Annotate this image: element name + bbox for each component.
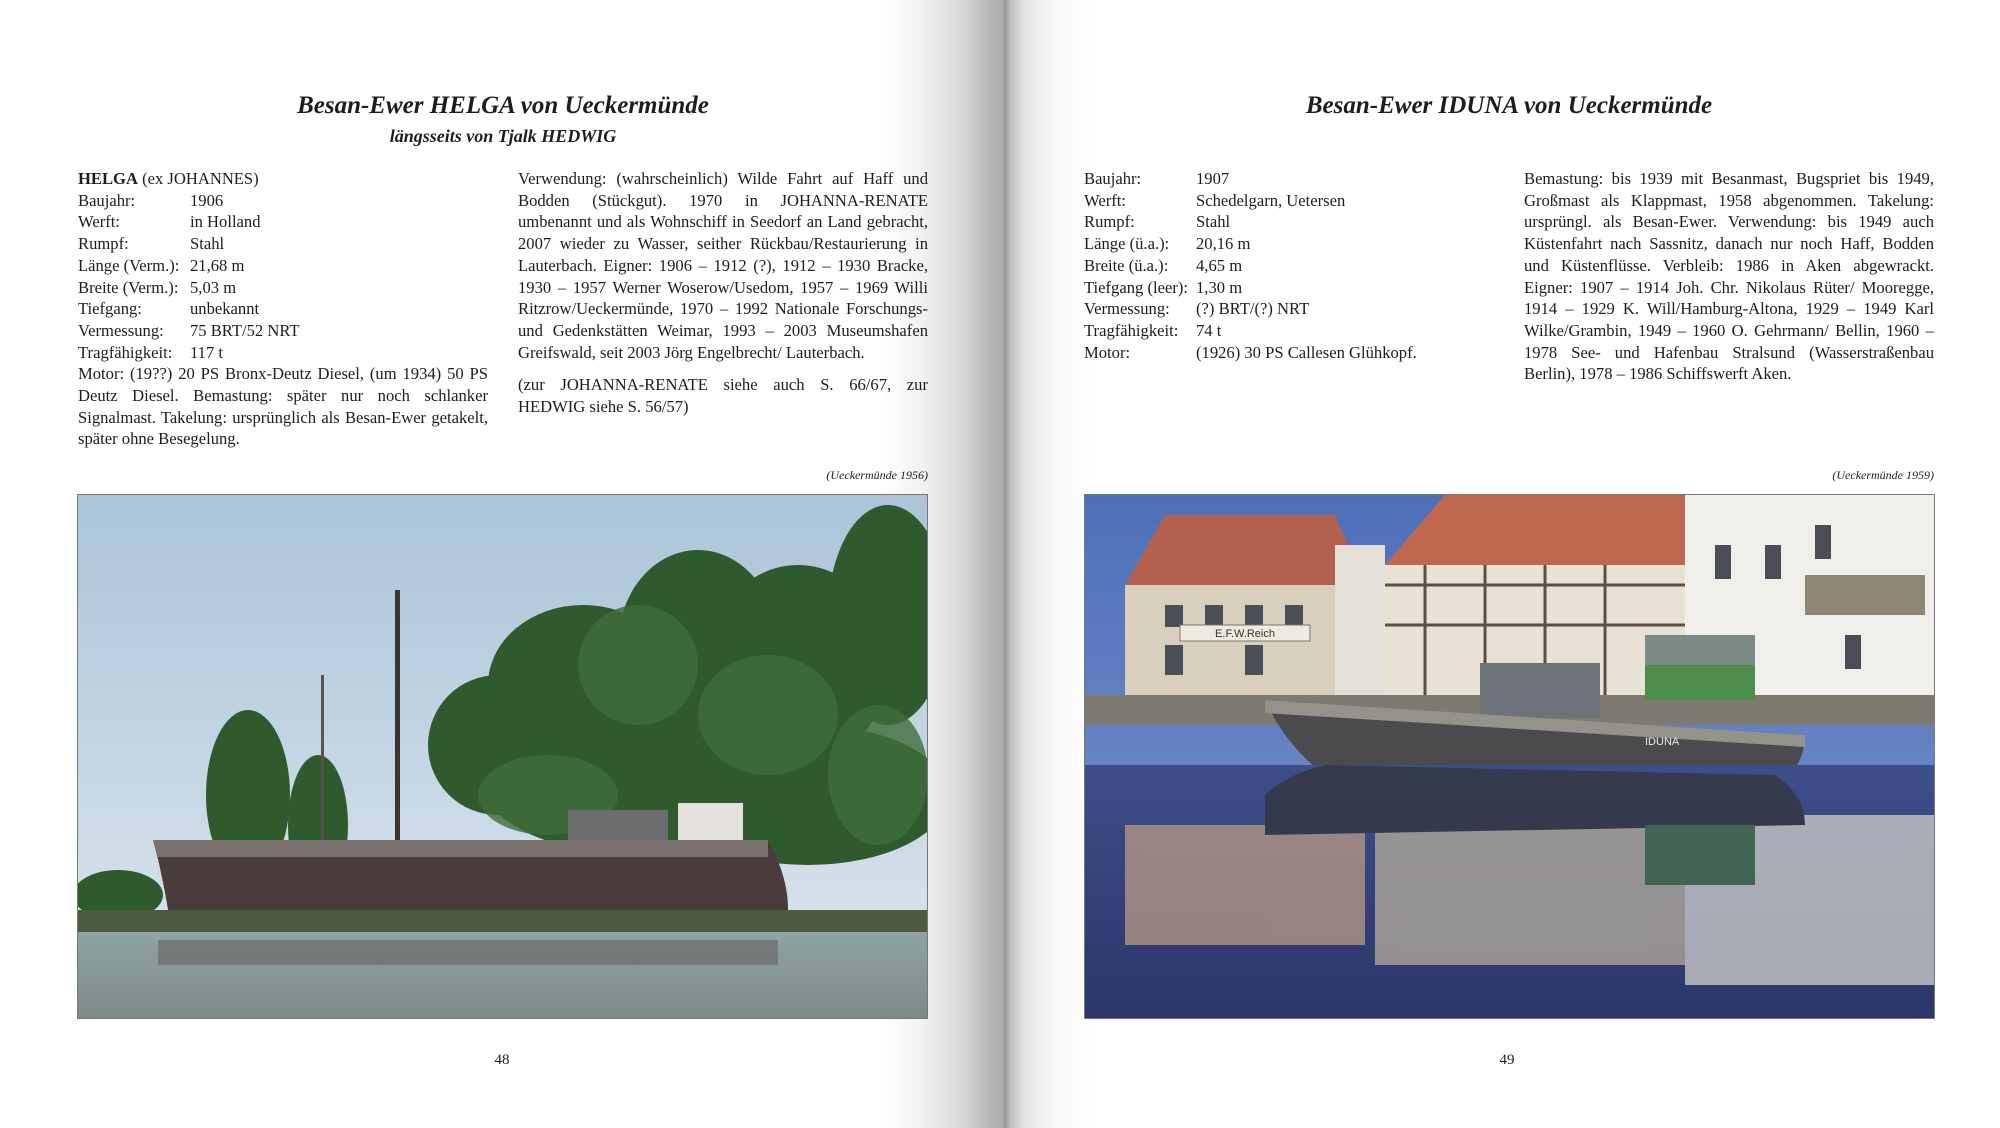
spec-row bbox=[78, 190, 488, 212]
spec-label: Tiefgang (leer): bbox=[1084, 277, 1188, 297]
spec-label: Motor: bbox=[1084, 342, 1131, 362]
cross-reference-note: (zur JOHANNA-RENATE siehe auch S. 66/67, zur HEDWIG siehe S. 56/57) bbox=[518, 375, 928, 417]
spec-value: in Holland bbox=[190, 212, 261, 232]
spec-rows bbox=[78, 190, 488, 364]
spec-value: Stahl bbox=[1196, 212, 1231, 232]
spec-label: Rumpf: bbox=[1084, 212, 1135, 232]
spec-value: 1907 bbox=[1196, 169, 1230, 188]
usage-paragraph: Verwendung: (wahrscheinlich) Wilde Fahrt auf Haff und Bodden (Stückgut). 1970 in JOHANNA-RENATE umbenannt und als Wohnschiff in Seedorf an Land gebracht, 2007 wieder zu Wasser, seither Rückbau/Restaurierung in Lauterbach. Eigner: 1906 – 1912 (?), 1912 – 1930 Bracke, 1930 – 1957 Werner Woserow/Usedom, 1957 – 1969 Willi Ritzrow/Ueckermünde, 1970 – 1992 Nationale Forschungs- und Gedenkstätten Weimar, 1993 – 2003 Museumshafen Greifswald, seit 2003 Jörg Engelbrecht/ Lauterbach. bbox=[518, 169, 928, 362]
spec-row bbox=[1084, 233, 1504, 255]
spec-label: Tiefgang: bbox=[78, 299, 142, 319]
spec-list bbox=[1084, 168, 1504, 363]
spec-value: (1926) 30 PS Callesen Glühkopf. bbox=[1196, 342, 1417, 362]
spec-label: Länge (Verm.): bbox=[78, 255, 180, 275]
spec-list bbox=[78, 168, 488, 450]
spec-row bbox=[78, 211, 488, 233]
spec-value: 4,65 m bbox=[1196, 255, 1243, 275]
history-paragraph: Bemastung: bis 1939 mit Besanmast, Bugspriet bis 1949, Großmast als Klappmast, 1958 abgenommen. Takelung: ursprüngl. als Besan-Ewer. Verwendung: bis 1949 auch Küstenfahrt nach Sassnitz, danach nur noch Haff, Bodden und Küstenflüsse. Verbleib: 1986 in Aken abgewrackt. Eigner: 1907 – 1914 Joh. Chr. Nikolaus Rüter/ Mooregge, 1914 – 1929 K. Will/Hamburg-Altona, 1929 – 1949 Karl Wilke/Grambin, 1949 – 1960 O. Gehrmann/ Bellin, 1960 – 1978 See- und Hafenbau Stralsund (Wasserstraßenbau Berlin), 1978 – 1986 Schiffswerft Aken. bbox=[1524, 169, 1934, 384]
spec-label: Breite (ü.a.): bbox=[1084, 255, 1169, 275]
spec-row bbox=[78, 342, 488, 364]
spec-label: Werft: bbox=[78, 212, 120, 232]
spec-label: Vermessung: bbox=[1084, 299, 1170, 319]
shop-sign-text: E.F.W.Reich bbox=[1215, 628, 1275, 640]
spec-row bbox=[1084, 211, 1504, 233]
spec-value: 1,30 m bbox=[1196, 277, 1243, 297]
photo-iduna bbox=[1084, 494, 1935, 1019]
page-title: Besan-Ewer IDUNA von Ueckermünde bbox=[1305, 92, 1713, 119]
page-number: 48 bbox=[494, 1052, 510, 1068]
motor-paragraph: Motor: (19??) 20 PS Bronx-Deutz Diesel, (um 1934) 50 PS Deutz Diesel. Bemastung: später nur noch schlanker Signalmast. Takelung: ursprünglich als Besan-Ewer getakelt, später ohne Besegelung. bbox=[78, 364, 488, 449]
spec-value: Schedelgarn, Uetersen bbox=[1196, 190, 1346, 210]
vessel-name-former: (ex JOHANNES) bbox=[137, 169, 259, 188]
spec-row bbox=[1084, 298, 1504, 320]
right-page bbox=[1004, 0, 2000, 1128]
spec-rows bbox=[1084, 168, 1504, 363]
spec-value: (?) BRT/(?) NRT bbox=[1196, 299, 1310, 319]
spec-value: 75 BRT/52 NRT bbox=[190, 320, 300, 340]
vessel-name-bold: HELGA bbox=[78, 169, 138, 188]
spec-label: Werft: bbox=[1084, 190, 1126, 210]
spec-row bbox=[78, 255, 488, 277]
spec-label: Baujahr: bbox=[1084, 169, 1142, 188]
page-title: Besan-Ewer HELGA von Ueckermünde bbox=[297, 92, 709, 119]
spec-row bbox=[1084, 342, 1504, 364]
spec-label: Baujahr: bbox=[78, 190, 136, 210]
spec-value: 20,16 m bbox=[1196, 234, 1251, 254]
spec-label: Vermessung: bbox=[78, 320, 164, 340]
spec-row bbox=[1084, 190, 1504, 212]
hull-name: IDUNA bbox=[1645, 736, 1680, 748]
photo-helga bbox=[77, 494, 928, 1019]
spec-value: unbekannt bbox=[190, 299, 260, 319]
spec-row bbox=[1084, 168, 1504, 190]
spec-label: Rumpf: bbox=[78, 234, 129, 254]
spec-row bbox=[78, 320, 488, 342]
spec-value: Stahl bbox=[190, 234, 225, 254]
spec-value: 21,68 m bbox=[190, 255, 245, 275]
spec-value: 117 t bbox=[190, 342, 224, 362]
spec-row bbox=[78, 277, 488, 299]
spec-row bbox=[1084, 320, 1504, 342]
photo-caption: (Ueckermünde 1959) bbox=[1832, 468, 1934, 482]
spec-value: 5,03 m bbox=[190, 277, 237, 297]
spec-label: Breite (Verm.): bbox=[78, 277, 179, 297]
history-column bbox=[518, 168, 928, 418]
spec-row bbox=[78, 233, 488, 255]
page-number: 49 bbox=[1499, 1052, 1515, 1068]
photo-caption: (Ueckermünde 1956) bbox=[826, 468, 928, 482]
page-subtitle: längsseits von Tjalk HEDWIG bbox=[389, 126, 617, 146]
spec-value: 1906 bbox=[190, 190, 224, 210]
spec-value: 74 t bbox=[1196, 320, 1222, 340]
spec-row bbox=[1084, 255, 1504, 277]
vessel-name bbox=[78, 168, 488, 190]
spec-label: Tragfähigkeit: bbox=[78, 342, 173, 362]
spec-row bbox=[1084, 277, 1504, 299]
history-column bbox=[1524, 168, 1934, 385]
spec-label: Länge (ü.a.): bbox=[1084, 234, 1170, 254]
spec-label: Tragfähigkeit: bbox=[1084, 320, 1179, 340]
spec-row bbox=[78, 298, 488, 320]
